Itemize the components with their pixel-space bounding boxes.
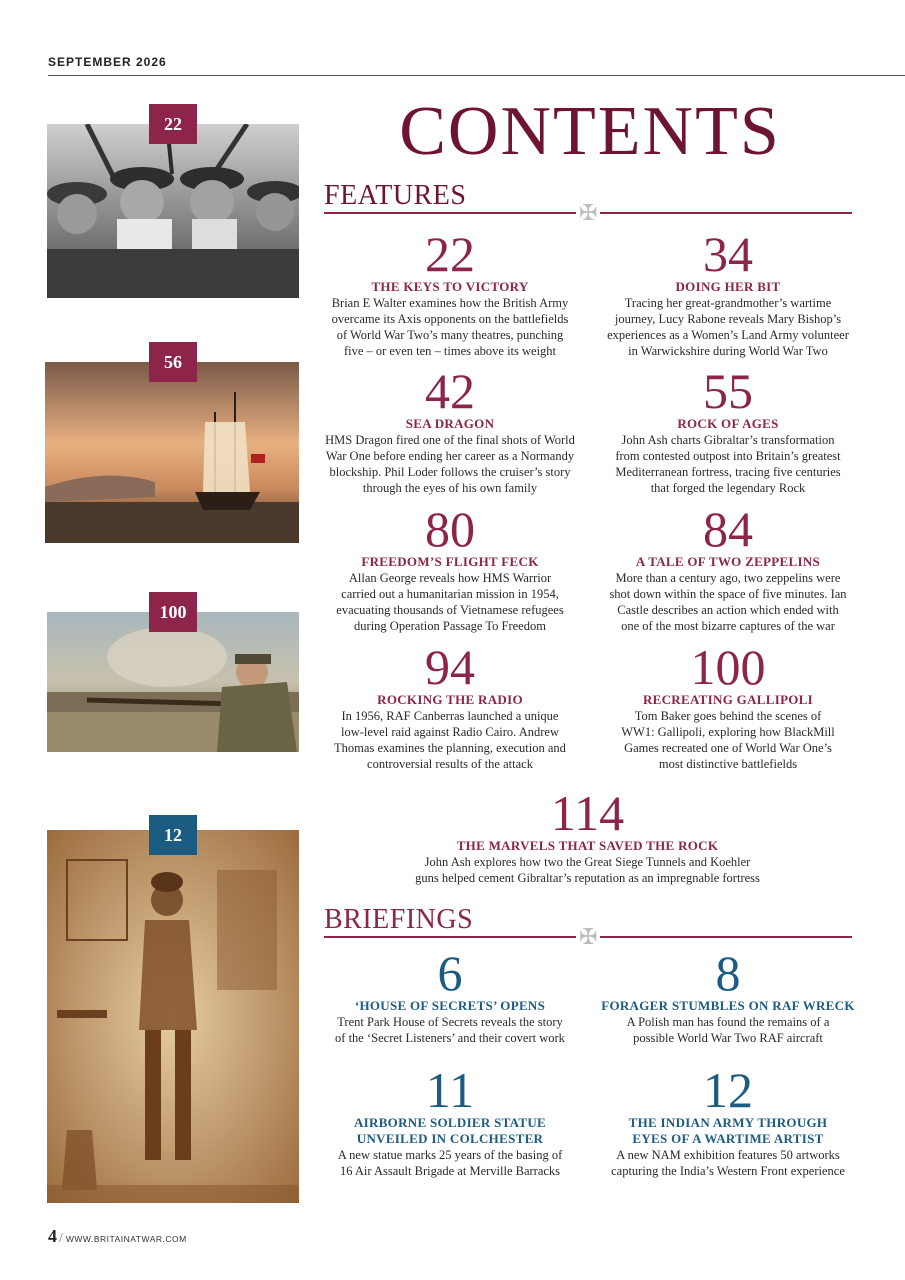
briefing-description: A new NAM exhibition features 50 artworks capturing the India’s Western Front experience [611,1148,845,1178]
feature-entry[interactable] [578,501,878,634]
feature-description: More than a century ago, two zeppelins were shot down within the space of five minutes. Ian Castle describes an action which ended with one of the most bizarre captures of the war [609,571,847,633]
briefing-entry[interactable] [578,1062,878,1179]
feature-entry[interactable] [340,785,835,886]
folio-separator: / [59,1231,63,1246]
briefing-entry[interactable] [578,945,878,1046]
feature-entry[interactable] [578,363,878,496]
page-title: CONTENTS [399,93,781,170]
page-footer [48,1226,187,1247]
feature-description: John Ash explores how two the Great Siege Tunnels and Koehler guns helped cement Gibraltar’s reputation as an impregnable fortress [415,855,760,885]
feature-title: DOING HER BIT [675,279,781,294]
feature-title: SEA DRAGON [405,416,495,431]
page-number: 100 [690,639,766,695]
feature-description: In 1956, RAF Canberras launched a unique low-level raid against Radio Cairo. Andrew Thomas examines the planning, execution and controversial results of the attack [334,709,566,771]
photo-badge-12[interactable]: 12 [149,815,197,855]
briefing-description: A new statue marks 25 years of the basing of 16 Air Assault Brigade at Merville Barracks [337,1148,563,1178]
feature-description: Allan George reveals how HMS Warrior carried out a humanitarian mission in 1954, evacuating thousands of Vietnamese refugees during Operation Passage To Freedom [336,571,564,633]
page-number: 8 [715,945,741,1001]
photo-badge-22[interactable]: 22 [149,104,197,144]
feature-entry[interactable] [300,501,600,634]
page-number: 12 [703,1062,753,1118]
feature-entry[interactable] [578,226,878,359]
feature-title: RECREATING GALLIPOLI [642,692,814,707]
features-heading: FEATURES [324,180,467,211]
sailing-ship-painting[interactable] [45,362,299,543]
feature-description: Tracing her great-grandmother’s wartime journey, Lucy Rabone reveals Mary Bishop’s experiences as a Women’s Land Army volunteer in Warwickshire during World War Two [607,296,849,358]
briefings-heading: BRIEFINGS [324,904,474,935]
briefing-description: A Polish man has found the remains of a possible World War Two RAF aircraft [626,1015,830,1045]
briefings-rule-right [600,936,852,938]
issue-date: SEPTEMBER 2026 [48,55,167,69]
briefing-title: AIRBORNE SOLDIER STATUE UNVEILED IN COLCHESTER [353,1115,547,1146]
features-rule-left [324,212,576,214]
feature-entry[interactable] [300,639,600,772]
briefing-title: ‘HOUSE OF SECRETS’ OPENS [354,998,546,1013]
iron-cross-icon: ✠ [579,200,598,225]
photo-badge-56[interactable]: 56 [149,342,197,382]
page-number: 84 [703,501,753,557]
feature-title: THE KEYS TO VICTORY [371,279,529,294]
feature-entry[interactable] [300,363,600,496]
sketch-indian-soldier[interactable] [47,830,299,1203]
page-number: 34 [703,226,753,282]
feature-entry[interactable] [578,639,878,772]
briefing-title: FORAGER STUMBLES ON RAF WRECK [601,998,855,1013]
website-link[interactable]: WWW.BRITAINATWAR.COM [65,1234,187,1244]
feature-title: FREEDOM’S FLIGHT FECK [361,554,539,569]
game-screenshot-soldier[interactable] [47,612,299,752]
briefing-description: Trent Park House of Secrets reveals the story of the ‘Secret Listeners’ and their covert work [335,1015,565,1045]
iron-cross-icon: ✠ [579,924,598,949]
features-rule-right [600,212,852,214]
wartime-soldiers-photo[interactable] [47,124,299,298]
feature-description: Tom Baker goes behind the scenes of WW1: Gallipoli, exploring how BlackMill Games recreated one of World War One’s most distinctive battlefields [621,709,835,771]
page-number: 11 [425,1062,475,1118]
briefings-rule-left [324,936,576,938]
feature-title: THE MARVELS THAT SAVED THE ROCK [456,838,719,853]
briefing-entry[interactable] [300,945,600,1046]
photo-badge-100[interactable]: 100 [149,592,197,632]
feature-title: ROCK OF AGES [677,416,779,431]
header-rule [48,75,905,76]
feature-entry[interactable] [300,226,600,359]
feature-description: HMS Dragon fired one of the final shots of World War One before ending her career as a Normandy blockship. Phil Loder follows the cruiser’s story through the eyes of his own family [325,433,575,495]
page-number: 114 [550,785,625,841]
feature-title: ROCKING THE RADIO [377,692,523,707]
page-number: 94 [425,639,475,695]
feature-description: John Ash charts Gibraltar’s transformation from contested outpost into Britain’s greatest Mediterranean fortress, tracing five centuries that forged the legendary Rock [615,433,841,495]
feature-title: A TALE OF TWO ZEPPELINS [635,554,821,569]
page-number: 6 [437,945,463,1001]
feature-description: Brian E Walter examines how the British Army overcame its Axis opponents on the battlefields of World War Two’s many theatres, punching five – or even ten – times above its weight [331,296,569,358]
page-number: 22 [425,226,475,282]
briefing-entry[interactable] [300,1062,600,1179]
page-number: 80 [425,501,475,557]
page-number: 55 [703,363,753,419]
folio: 4 [48,1226,57,1246]
page-number: 42 [425,363,475,419]
briefing-title: THE INDIAN ARMY THROUGH EYES OF A WARTIME ARTIST [628,1115,828,1146]
